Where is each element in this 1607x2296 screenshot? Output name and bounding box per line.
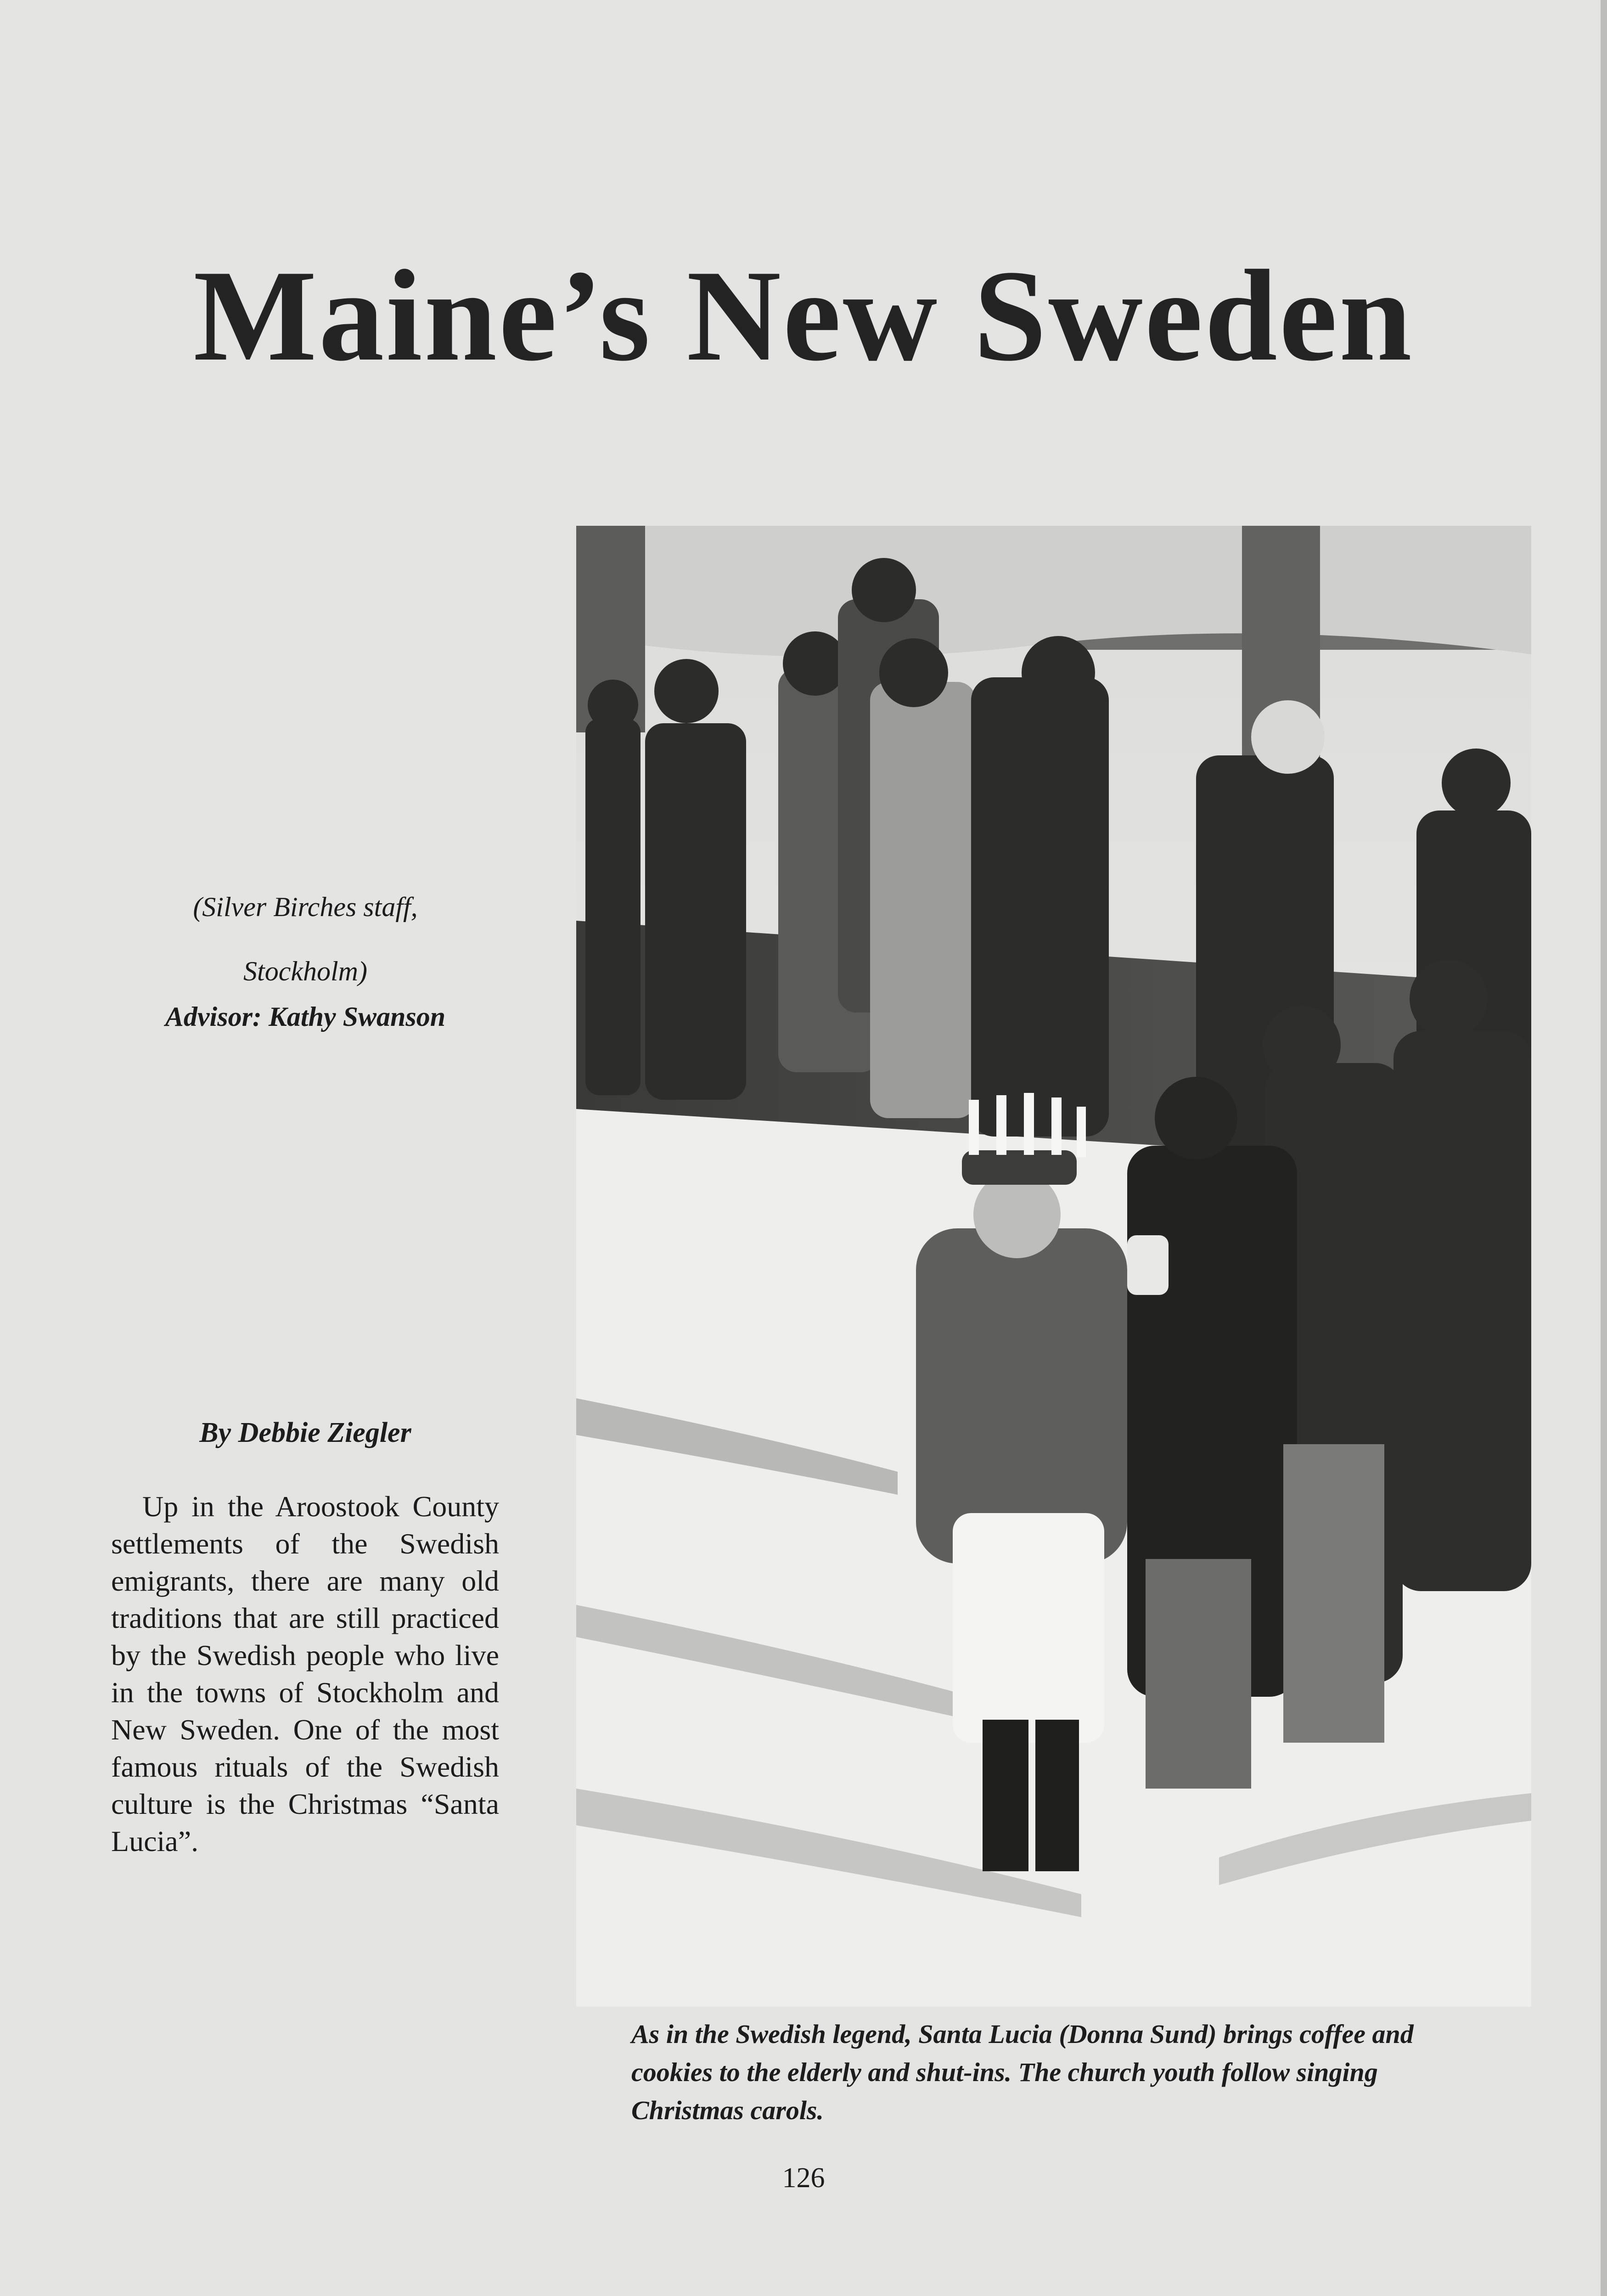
staff-credit-line-1: (Silver Birches staff, [193, 892, 418, 922]
page-number: 126 [782, 2162, 825, 2194]
article-body: Up in the Aroostook County settlements of the Swedish emigrants, there are many old traditions that are still practiced by the Swedish people who live in the towns of Stockholm and New Sweden. One of the most famous rituals of the Swedish culture is the Christmas “Santa Lucia”. [111, 1490, 499, 1857]
article-title: Maine’s New Sweden [193, 243, 1414, 388]
author-byline: By Debbie Ziegler [199, 1417, 411, 1448]
procession-photo [576, 526, 1531, 2007]
staff-credit [92, 875, 519, 1003]
photo-caption: As in the Swedish legend, Santa Lucia (Donna Sund) brings coffee and cookies to the elderly and shut-ins. The church youth follow singing Christmas carols. [631, 2019, 1414, 2125]
staff-credit-line-2: Stockholm) [243, 956, 367, 986]
advisor-credit: Advisor: Kathy Swanson [165, 1002, 446, 1032]
